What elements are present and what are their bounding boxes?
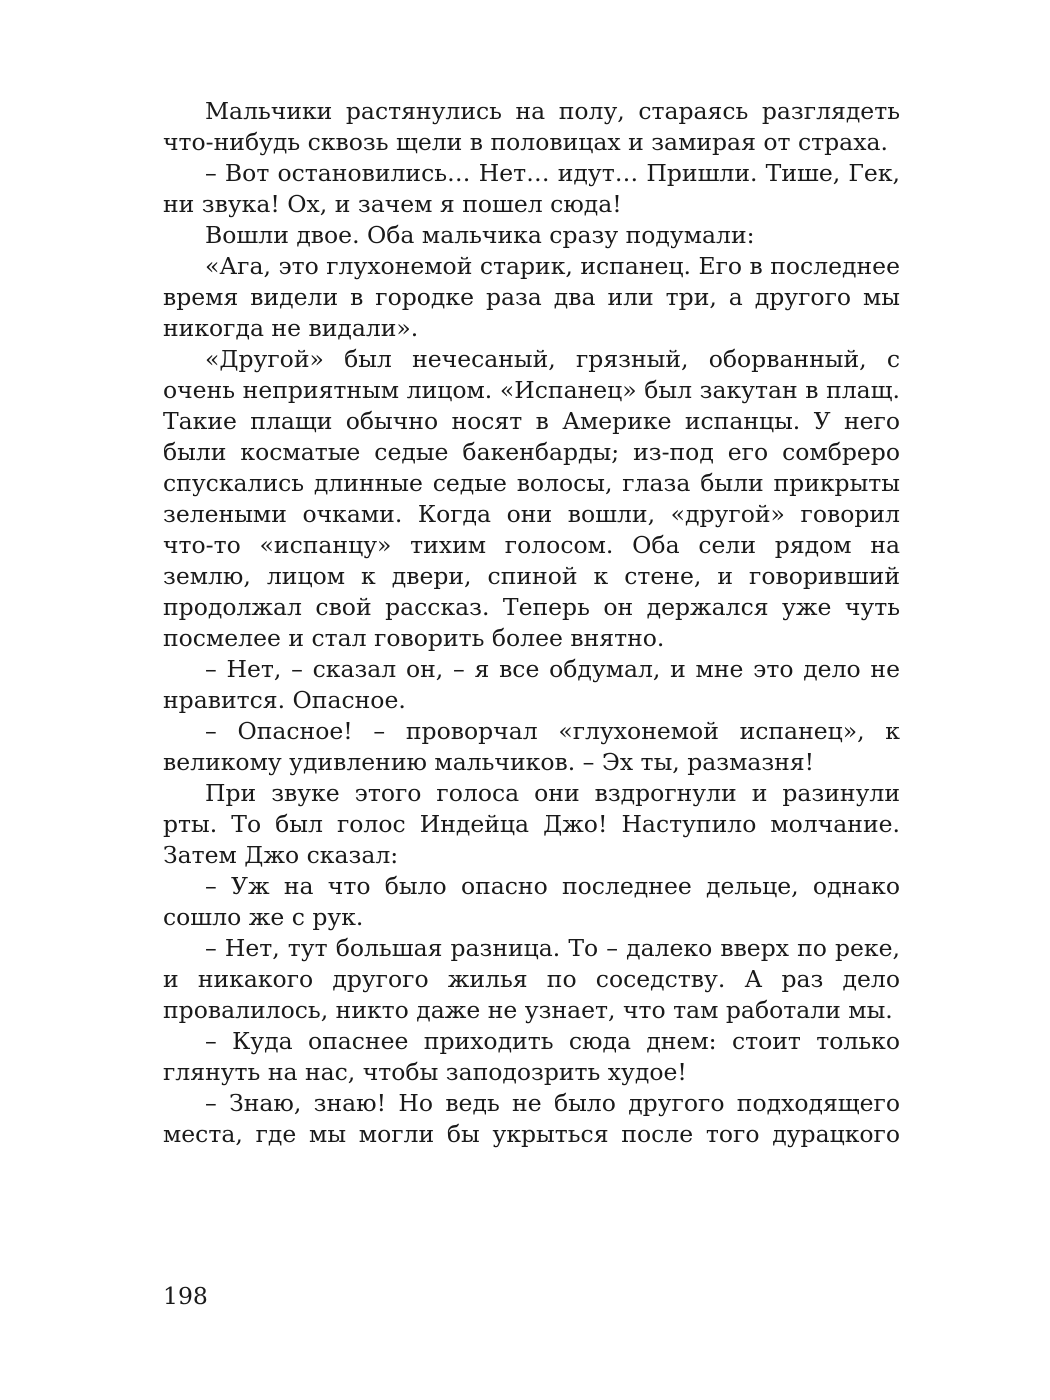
paragraph-3: Вошли двое. Оба мальчика сразу подумали: xyxy=(205,221,755,249)
paragraph-6: – Нет, – сказал он, – я все обдумал, и мне это дело не нравится. Опасное. xyxy=(163,655,900,714)
paragraph-10: – Нет, тут большая разница. То – далеко вверх по реке, и никакого другого жилья по соседству. А раз дело провалилось, никто даже не узнает, что там работали мы. xyxy=(163,934,900,1024)
paragraph-2: – Вот остановились… Нет… идут… Пришли. Тише, Гек, ни звука! Ох, и зачем я пошел сюда! xyxy=(163,159,900,218)
paragraph-12: – Знаю, знаю! Но ведь не было другого подходящего места, где мы могли бы укрыться после того дурацкого xyxy=(163,1089,900,1148)
paragraph-11: – Куда опаснее приходить сюда днем: стоит только глянуть на нас, чтобы заподозрить худое! xyxy=(163,1027,900,1086)
paragraph-8: При звуке этого голоса они вздрогнули и разинули рты. То был голос Индейца Джо! Наступило молчание. Затем Джо сказал: xyxy=(163,779,900,869)
page-number: 198 xyxy=(163,1282,208,1310)
paragraph-9: – Уж на что было опасно последнее дельце, однако сошло же с рук. xyxy=(163,872,900,931)
page-text xyxy=(163,96,900,1150)
paragraph-7: – Опасное! – проворчал «глухонемой испанец», к великому удивлению мальчиков. – Эх ты, размазня! xyxy=(163,717,900,776)
paragraph-5: «Другой» был нечесаный, грязный, оборванный, с очень неприятным лицом. «Испанец» был закутан в плащ. Такие плащи обычно носят в Америке испанцы. У него были косматые седые бакенбарды; из-под его сомбреро спускались длинные седые волосы, глаза были прикрыты зелеными очками. Когда они вошли, «другой» говорил что-то «испанцу» тихим голосом. Оба сели рядом на землю, лицом к двери, спиной к стене, и говоривший продолжал свой рассказ. Теперь он держался уже чуть посмелее и стал говорить более внятно. xyxy=(163,345,900,652)
paragraph-4: «Ага, это глухонемой старик, испанец. Его в последнее время видели в городке раза два или три, а другого мы никогда не видали». xyxy=(163,252,900,342)
paragraph-1: Мальчики растянулись на полу, стараясь разглядеть что-нибудь сквозь щели в половицах и замирая от страха. xyxy=(163,97,900,156)
